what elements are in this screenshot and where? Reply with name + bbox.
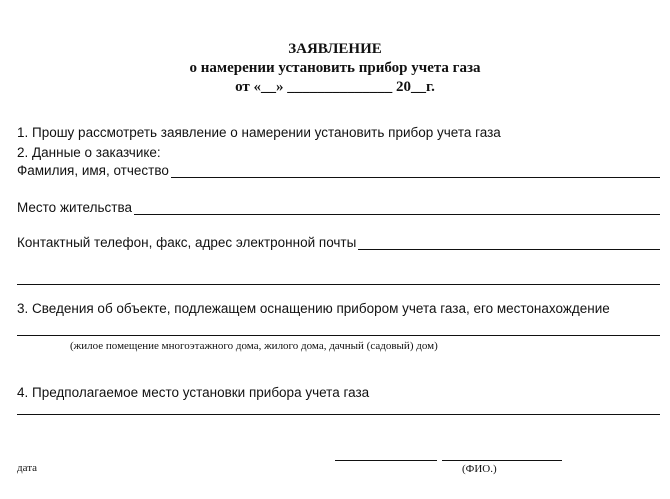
date-label: дата	[17, 462, 38, 474]
fio-label: Фамилия, имя, отчество	[17, 163, 169, 178]
residence-row	[17, 200, 660, 215]
install-place-line[interactable]	[17, 414, 660, 415]
object-info-line[interactable]	[17, 335, 660, 336]
signature-line[interactable]	[335, 460, 437, 461]
fio-hint: (ФИО.)	[462, 463, 497, 475]
document-title: ЗАЯВЛЕНИЕ	[288, 41, 382, 57]
document-subtitle: о намерении установить прибор учета газа	[189, 60, 481, 76]
contacts-row	[17, 235, 660, 250]
contacts-label: Контактный телефон, факс, адрес электронной почты	[17, 235, 357, 250]
residence-field[interactable]	[134, 201, 660, 215]
residence-label: Место жительства	[17, 200, 132, 215]
item-3-text: 3. Сведения об объекте, подлежащем оснащению прибором учета газа, его местонахождение	[17, 301, 610, 316]
fio-row	[17, 163, 660, 178]
contacts-extra-line[interactable]	[17, 284, 660, 285]
fio-field[interactable]	[171, 164, 660, 178]
item-2-text: 2. Данные о заказчике:	[17, 145, 161, 160]
contacts-field[interactable]	[358, 236, 660, 250]
item-1-text: 1. Прошу рассмотреть заявление о намерении установить прибор учета газа	[17, 125, 501, 140]
item-4-text: 4. Предполагаемое место установки прибора учета газа	[17, 385, 370, 400]
item-3-hint: (жилое помещение многоэтажного дома, жилого дома, дачный (садовый) дом)	[70, 340, 438, 352]
document-date-line: от «__» ______________ 20__г.	[235, 79, 435, 95]
fio-signature-line[interactable]	[442, 460, 562, 461]
